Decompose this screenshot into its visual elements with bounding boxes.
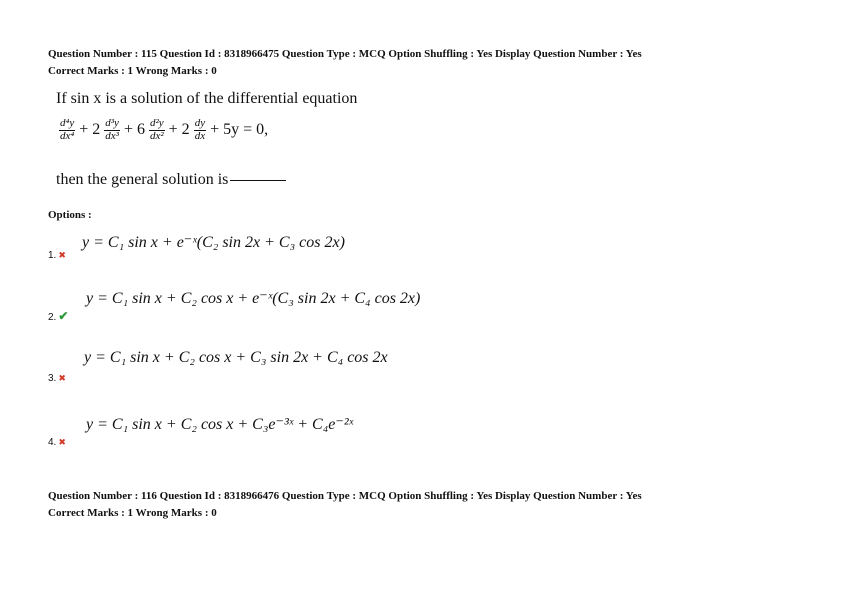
fraction-numerator: dy [194,117,206,129]
cross-icon: ✖ [58,437,66,447]
fraction-numerator: d⁴y [60,117,75,129]
option-4-number [48,437,66,448]
option-number: 3. [48,373,57,384]
fraction-numerator: d³y [105,117,119,129]
fraction-denominator: dx³ [105,129,119,142]
q115-header-line2: Correct Marks : 1 Wrong Marks : 0 [48,65,217,77]
option-number: 4. [48,437,57,448]
options-label: Options : [48,209,92,221]
fraction-denominator: dx² [149,129,164,142]
differential-equation [58,118,271,142]
cross-icon: ✖ [58,250,66,260]
option-2-text: y = C₁ sin x + C₂ cos x + e⁻ˣ(C₃ sin 2x + C₄ cos 2x) [86,290,421,307]
option-4-text: y = C₁ sin x + C₂ cos x + C₃e⁻³ˣ + C₄e⁻²ˣ [86,416,354,433]
equation-tail: + 5y = 0, [210,121,269,139]
option-3-text: y = C₁ sin x + C₂ cos x + C₃ sin 2x + C₄ cos 2x [84,349,388,366]
fraction-numerator: d²y [149,117,164,129]
fraction-d3y-dx3 [104,118,120,142]
equation-operator: + 2 [168,121,190,139]
fraction-denominator: dx [194,129,206,142]
equation-operator: + 2 [79,121,101,139]
option-1-text: y = C₁ sin x + e⁻ˣ(C₂ sin 2x + C₃ cos 2x) [82,234,345,251]
check-icon: ✔ [58,309,69,323]
equation-operator: + 6 [123,121,145,139]
option-number: 2. [48,312,57,323]
option-2-number [48,309,68,323]
answer-blank [230,180,286,181]
option-number: 1. [48,250,57,261]
fraction-d2y-dx2 [149,118,165,142]
cross-icon: ✖ [58,373,66,383]
question-prompt: If sin x is a solution of the differential equation [56,90,358,107]
option-3-number [48,373,66,384]
fraction-d4y-dx4 [59,118,75,142]
fraction-dy-dx [194,118,206,142]
follow-up-text: then the general solution is [56,171,229,188]
q116-header-line1: Question Number : 116 Question Id : 8318966476 Question Type : MCQ Option Shuffling : Yes Display Question Number : Yes [48,490,642,502]
question-follow-up [56,171,286,189]
fraction-denominator: dx⁴ [60,129,75,142]
q116-header-line2: Correct Marks : 1 Wrong Marks : 0 [48,507,217,519]
q115-header-line1: Question Number : 115 Question Id : 8318966475 Question Type : MCQ Option Shuffling : Yes Display Question Number : Yes [48,48,642,60]
option-1-number [48,250,66,261]
